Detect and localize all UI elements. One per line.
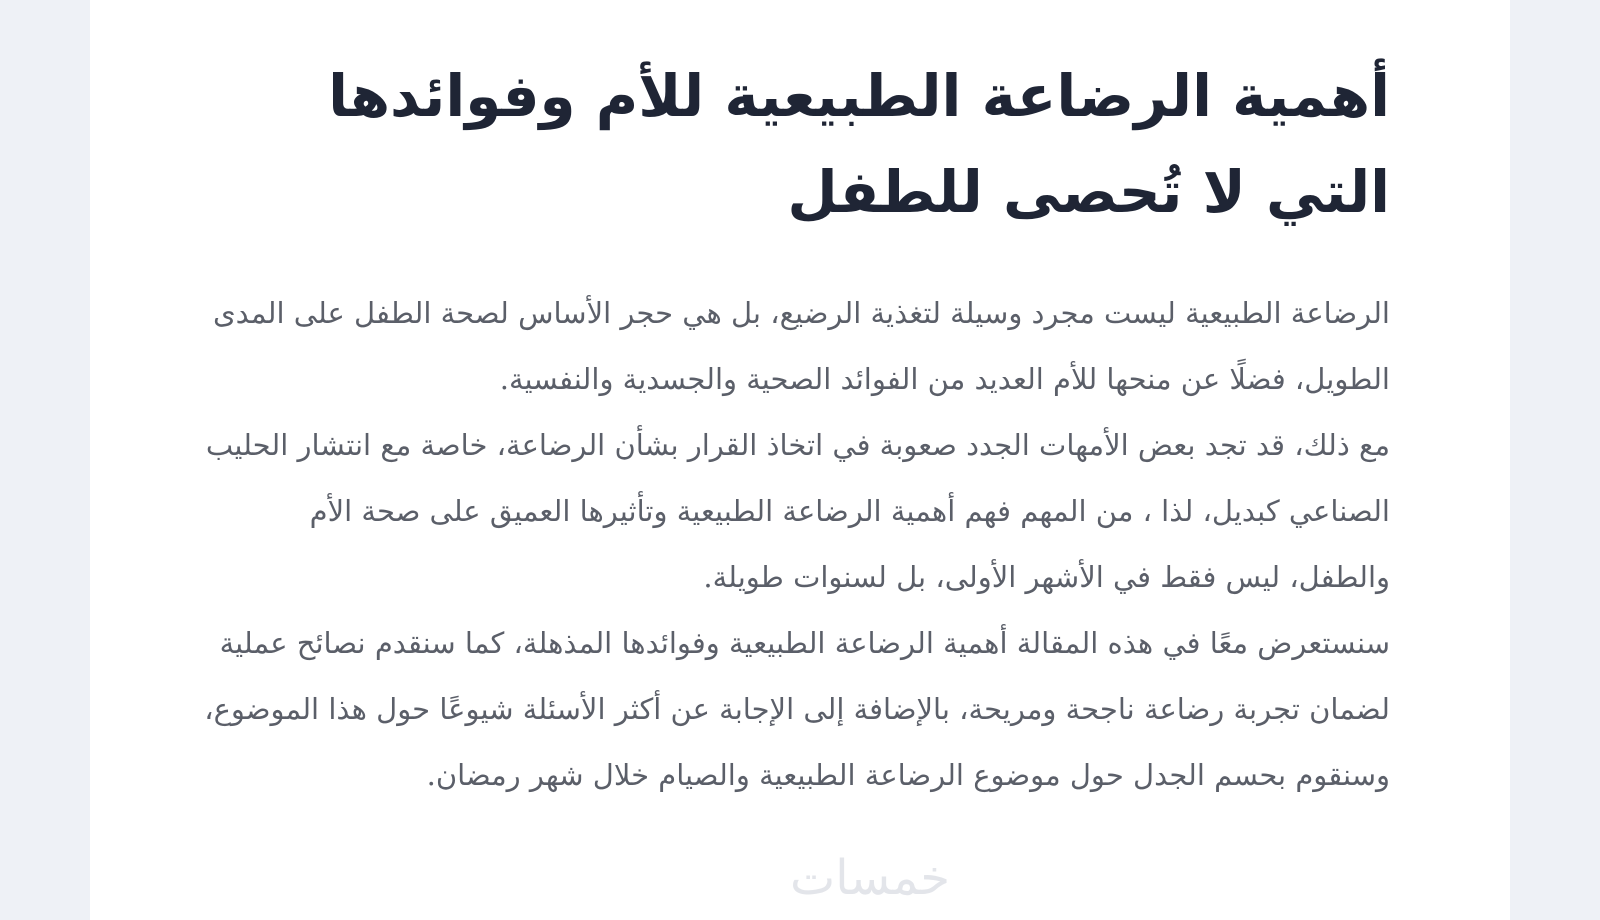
article-title-line-2: التي لا تُحصى للطفل bbox=[787, 158, 1390, 226]
article bbox=[200, 48, 1390, 808]
article-body bbox=[200, 280, 1390, 808]
article-paragraph-context: مع ذلك، قد تجد بعض الأمهات الجدد صعوبة في اتخاذ القرار بشأن الرضاعة، خاصة مع انتشار الحليب الصناعي كبديل، لذا ، من المهم فهم أهمية الرضاعة الطبيعية وتأثيرها العميق على صحة الأم والطفل، ليس فقط في الأشهر الأولى، بل لسنوات طويلة. bbox=[205, 428, 1390, 594]
article-title-line-1: أهمية الرضاعة الطبيعية للأم وفوائدها bbox=[328, 62, 1390, 130]
article-paragraph-intro: الرضاعة الطبيعية ليست مجرد وسيلة لتغذية الرضيع، بل هي حجر الأساس لصحة الطفل على المدى الطويل، فضلًا عن منحها للأم العديد من الفوائد الصحية والجسدية والنفسية. bbox=[212, 296, 1390, 396]
khamsat-watermark: خمسات bbox=[790, 850, 951, 906]
article-title bbox=[200, 48, 1390, 240]
article-paragraph-overview: سنستعرض معًا في هذه المقالة أهمية الرضاعة الطبيعية وفوائدها المذهلة، كما سنقدم نصائح عملية لضمان تجربة رضاعة ناجحة ومريحة، بالإضافة إلى الإجابة عن أكثر الأسئلة شيوعًا حول هذا الموضوع، وسنقوم بحسم الجدل حول موضوع الرضاعة الطبيعية والصيام خلال شهر رمضان. bbox=[204, 626, 1390, 792]
article-page bbox=[90, 0, 1510, 920]
